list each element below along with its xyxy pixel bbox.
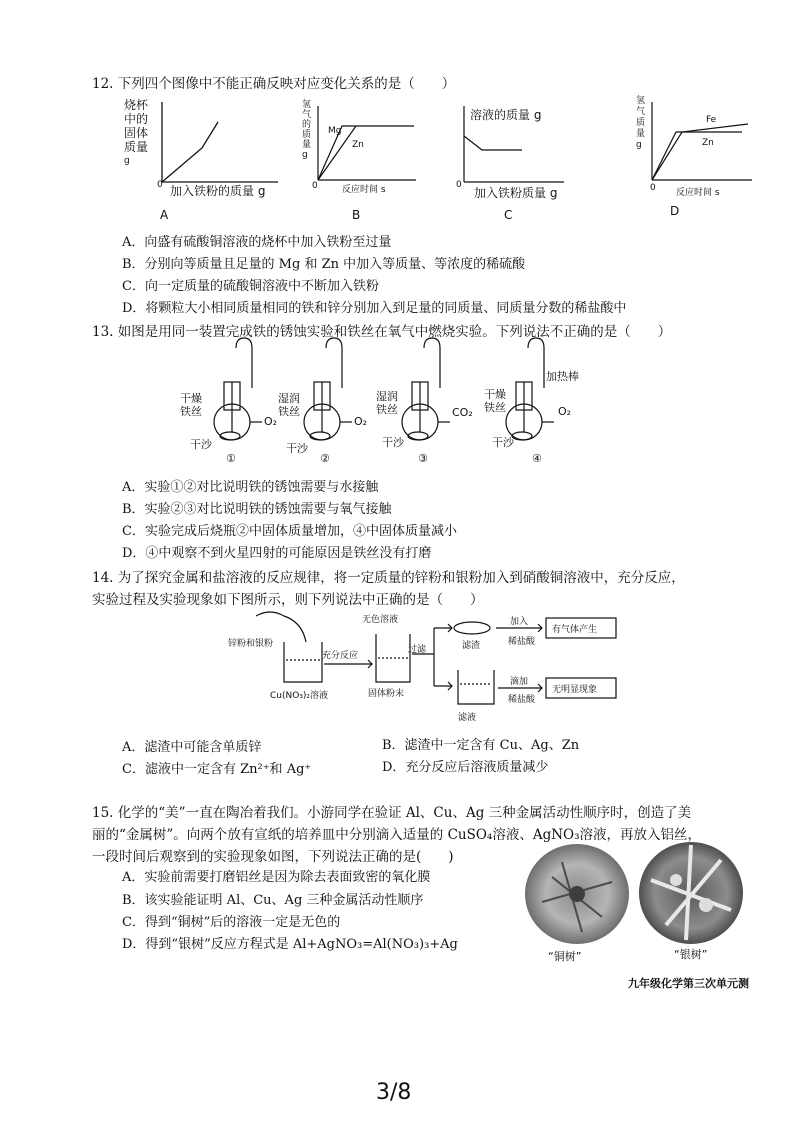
footer-label: 九年级化学第三次单元测 <box>628 977 749 990</box>
graph-b-letter: B <box>352 208 361 222</box>
graph-a-origin: 0 <box>157 180 163 190</box>
graph-d-letter: D <box>670 204 680 218</box>
q12-option-a: A．向盛有硫酸铜溶液的烧杯中加入铁粉至过量 <box>122 235 392 250</box>
q14-beaker1: Cu(NO₃)₂溶液 <box>270 691 329 701</box>
q14-powder: 锌粉和银粉 <box>228 639 274 649</box>
q12-option-c: C．向一定质量的硫酸铜溶液中不断加入铁粉 <box>122 279 379 294</box>
q14-result2: 无明显现象 <box>552 685 598 695</box>
q14-stem-line1: 14. 为了探究金属和盐溶液的反应规律，将一定质量的锌粉和银粉加入到硝酸铜溶液中，充分反应， <box>92 570 685 586</box>
copper-tree-photo <box>522 842 632 946</box>
app4-heater: 加热棒 <box>546 370 579 383</box>
q13-stem: 13. 如图是用同一装置完成铁的锈蚀实验和铁丝在氧气中燃烧实验。下列说法不正确的是（ ） <box>92 324 672 340</box>
graph-b-xlabel: 反应时间 s <box>342 185 386 195</box>
app2-bottom: 干沙 <box>286 442 308 455</box>
silver-tree-photo <box>636 840 746 946</box>
q14-add1a: 加入 <box>510 617 529 627</box>
graph-a <box>150 100 280 190</box>
q14-flow-diagram <box>226 608 666 732</box>
graph-b-origin: 0 <box>312 181 318 191</box>
app3-num: ③ <box>418 452 428 465</box>
graph-d-ylabel: 氢 气 质 量 g <box>636 96 646 150</box>
q13-option-b: B．实验②③对比说明铁的锈蚀需要与氧气接触 <box>122 502 392 517</box>
graph-d-zn: Zn <box>702 138 714 148</box>
graph-d-fe: Fe <box>706 115 717 125</box>
q14-top: 无色溶液 <box>362 615 399 625</box>
app1-num: ① <box>226 452 236 465</box>
app4-label: 干燥 铁丝 <box>484 388 506 414</box>
graph-c-letter: C <box>504 208 513 222</box>
q14-option-d: D．充分反应后溶液质量减少 <box>382 760 549 775</box>
graph-a-xlabel: 加入铁粉的质量 g <box>170 184 266 198</box>
graph-b-ylabel: 氢 气 的 质 量 g <box>302 100 312 160</box>
graph-d <box>646 100 756 186</box>
q15-stem-line3: 一段时间后观察到的实验现象如图，下列说法正确的是( ) <box>92 849 454 865</box>
app1-bottom: 干沙 <box>190 438 212 451</box>
graph-b-mg: Mg <box>328 126 342 136</box>
app3-label: 湿润 铁丝 <box>376 390 398 416</box>
q13-option-d: D．④中观察不到火星四射的可能原因是铁丝没有打磨 <box>122 546 432 561</box>
app3-bottom: 干沙 <box>382 436 404 449</box>
q13-option-a: A．实验①②对比说明铁的锈蚀需要与水接触 <box>122 480 379 495</box>
graph-c-origin: 0 <box>456 180 462 190</box>
app3-gas: CO₂ <box>452 406 473 419</box>
q14-arrow2: 过滤 <box>408 645 427 655</box>
graph-c-ylabel: 溶液的质量 g <box>470 108 542 122</box>
q14-bottom: 固体粉末 <box>368 689 405 699</box>
q13-option-c: C．实验完成后烧瓶②中固体质量增加，④中固体质量减小 <box>122 524 457 539</box>
q15-stem-line2: 丽的“金属树”。向两个放有宣纸的培养皿中分别滴入适量的 CuSO₄溶液、AgNO₃溶液，再放入铝丝， <box>92 827 702 843</box>
q12-option-b: B．分别向等质量且足量的 Mg 和 Zn 中加入等质量、等浓度的稀硫酸 <box>122 257 526 272</box>
q15-option-a: A．实验前需要打磨铝丝是因为除去表面致密的氧化膜 <box>122 870 431 885</box>
app1-label: 干燥 铁丝 <box>180 392 202 418</box>
q14-option-c: C．滤液中一定含有 Zn²⁺和 Ag⁺ <box>122 762 312 777</box>
app2-num: ② <box>320 452 330 465</box>
graph-b <box>310 104 420 188</box>
graph-d-xlabel: 反应时间 s <box>676 188 720 198</box>
app2-label: 湿润 铁丝 <box>278 392 300 418</box>
q15-option-b: B．该实验能证明 Al、Cu、Ag 三种金属活动性顺序 <box>122 893 424 908</box>
q12-stem: 12. 下列四个图像中不能正确反映对应变化关系的是（ ） <box>92 76 456 92</box>
graph-c-xlabel: 加入铁粉质量 g <box>474 186 558 200</box>
app1-gas: O₂ <box>264 415 278 428</box>
graph-a-letter: A <box>160 208 169 222</box>
q12-option-d: D．将颗粒大小相同质量相同的铁和锌分别加入到足量的同质量、同质量分数的稀盐酸中 <box>122 301 627 316</box>
q14-arrow1: 充分反应 <box>322 651 359 661</box>
q14-option-b: B．滤渣中一定含有 Cu、Ag、Zn <box>382 738 580 753</box>
q14-result1: 有气体产生 <box>552 625 598 635</box>
app4-bottom: 干沙 <box>492 436 514 449</box>
q14-add1b: 稀盐酸 <box>508 637 536 647</box>
graph-b-zn: Zn <box>352 140 364 150</box>
q14-filtrate: 滤液 <box>458 713 477 723</box>
q14-residue: 滤渣 <box>462 641 481 651</box>
copper-tree-caption: “铜树” <box>548 950 582 963</box>
silver-tree-caption: “银树” <box>674 948 708 961</box>
app4-num: ④ <box>532 452 542 465</box>
q15-option-d: D．得到“银树”反应方程式是 Al+AgNO₃=Al(NO₃)₃+Ag <box>122 937 458 952</box>
app4-gas: O₂ <box>558 405 572 418</box>
q14-option-a: A．滤渣中可能含单质锌 <box>122 740 262 755</box>
q14-add2b: 稀盐酸 <box>508 695 536 705</box>
page-number: 3/8 <box>376 1080 412 1105</box>
q15-option-c: C．得到“铜树”后的溶液一定是无色的 <box>122 915 341 930</box>
q15-stem-line1: 15. 化学的“美”一直在陶冶着我们。小游同学在验证 Al、Cu、Ag 三种金属活动性顺序时，创造了美 <box>92 805 692 821</box>
q14-stem-line2: 实验过程及实验现象如下图所示，则下列说法中正确的是（ ） <box>92 592 484 608</box>
graph-a-ylabel: 烧杯 中的 固体 质量 g <box>124 98 149 166</box>
app2-gas: O₂ <box>354 415 368 428</box>
q14-add2a: 滴加 <box>510 677 529 687</box>
graph-d-origin: 0 <box>650 183 656 193</box>
